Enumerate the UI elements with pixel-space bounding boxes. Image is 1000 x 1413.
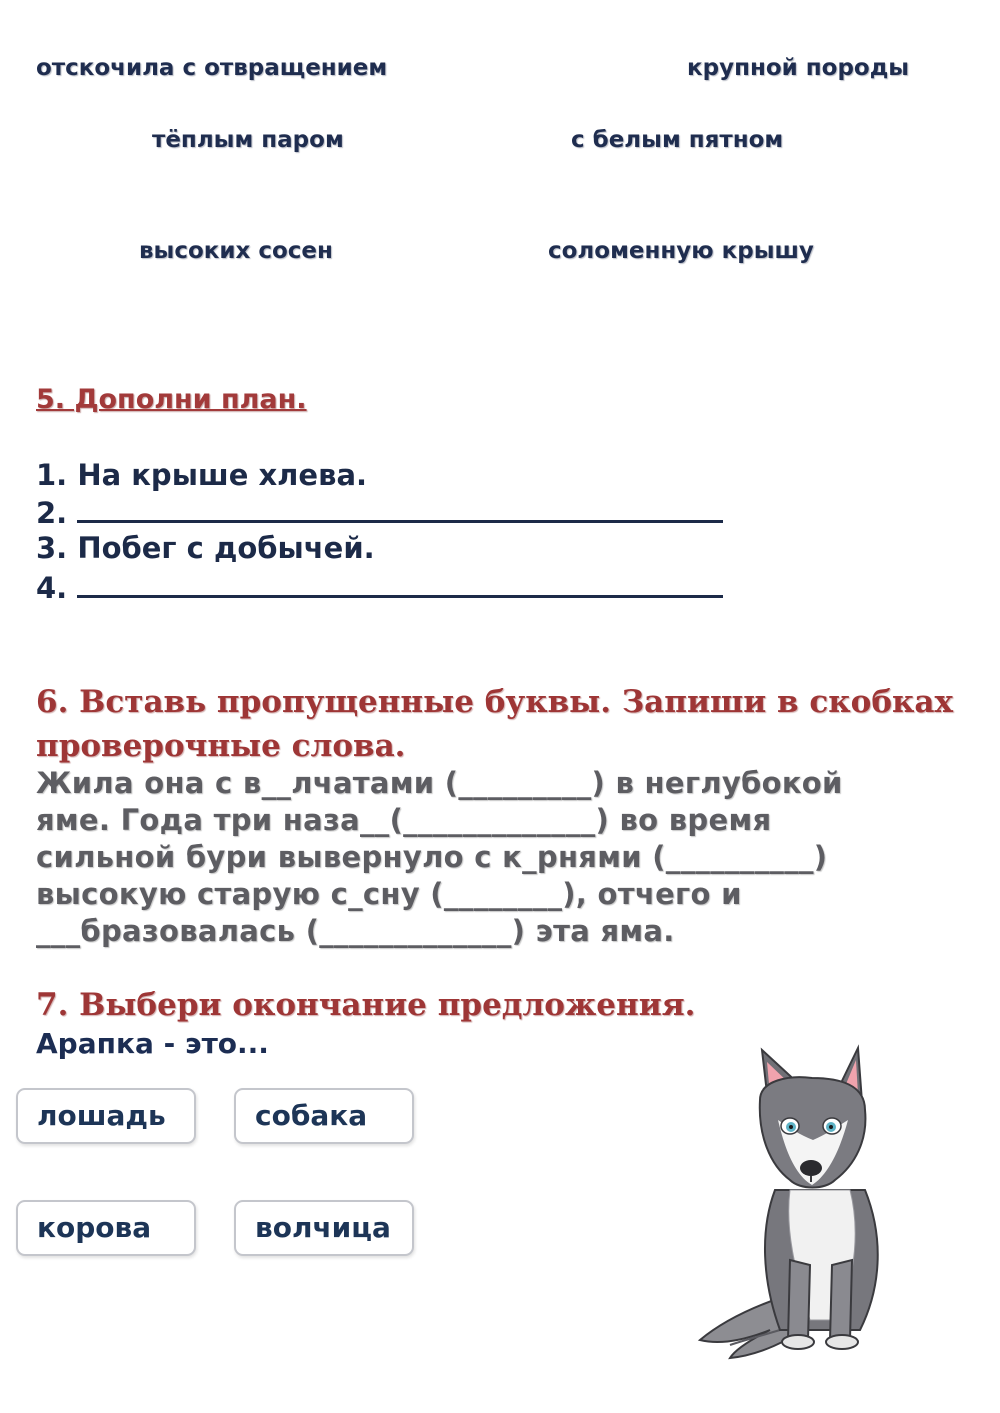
plan-item-number: 1.: [36, 458, 68, 492]
option-cow[interactable]: корова: [16, 1200, 196, 1256]
plan-item-number: 2.: [36, 496, 68, 530]
wolf-icon: [690, 1040, 920, 1360]
option-dog[interactable]: собака: [234, 1088, 414, 1144]
task6-text-line-1: Жила она с в__лчатами (_________) в неглубокой: [36, 766, 843, 800]
plan-item-4: [36, 569, 723, 605]
task6-text-line-4: высокую старую с_сну (________), отчего и: [36, 877, 742, 911]
task5-title: 5. Дополни план.: [36, 384, 307, 415]
task7-question: Арапка - это...: [36, 1027, 269, 1060]
option-horse[interactable]: лошадь: [16, 1088, 196, 1144]
task6-text-line-3: сильной бури вывернуло с к_рнями (__________): [36, 840, 828, 874]
phrase-1[interactable]: отскочила с отвращением: [36, 55, 388, 81]
plan-item-text: Побег с добычей.: [77, 531, 375, 565]
plan-blank-2[interactable]: [77, 494, 723, 523]
option-she-wolf[interactable]: волчица: [234, 1200, 414, 1256]
plan-item-number: 4.: [36, 571, 68, 605]
phrase-4[interactable]: с белым пятном: [571, 127, 784, 153]
task6-title-line2: проверочные слова.: [36, 728, 406, 764]
task6-text-line-5: ___бразовалась (_____________) эта яма.: [36, 914, 675, 948]
task6-title-line1: 6. Вставь пропущенные буквы. Запиши в скобках: [36, 684, 953, 720]
phrase-5[interactable]: высоких сосен: [139, 238, 333, 264]
plan-item-text: На крыше хлева.: [77, 458, 368, 492]
plan-item-3: [36, 531, 375, 565]
task7-title: 7. Выбери окончание предложения.: [36, 987, 696, 1023]
plan-item-2: [36, 494, 723, 530]
plan-item-number: 3.: [36, 531, 68, 565]
task6-text-line-2: яме. Года три наза__(_____________) во время: [36, 803, 772, 837]
phrase-2[interactable]: крупной породы: [687, 55, 910, 81]
phrase-3[interactable]: тёплым паром: [152, 127, 344, 153]
plan-blank-4[interactable]: [77, 569, 723, 598]
phrase-6[interactable]: соломенную крышу: [548, 238, 814, 264]
plan-item-1: [36, 458, 367, 492]
